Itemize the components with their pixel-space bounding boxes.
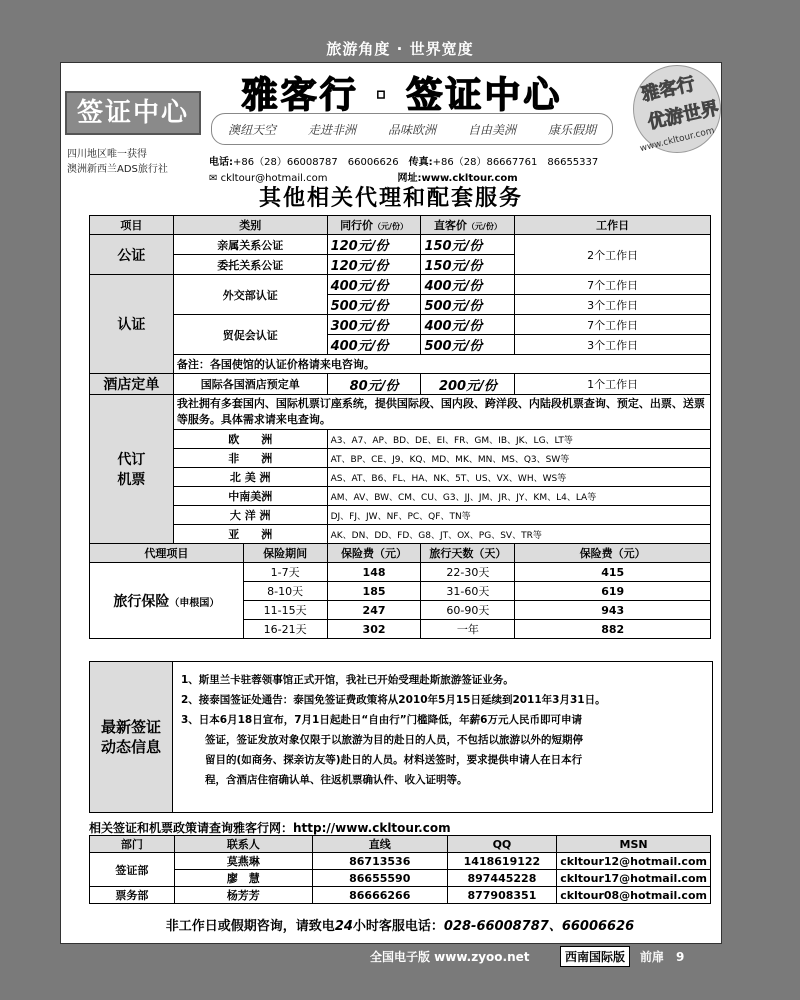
mail-icon: ✉ <box>209 173 218 184</box>
tagline: 旅游角度 · 世界宽度 <box>326 40 474 58</box>
msn-link[interactable]: ckltour17@hotmail.com <box>557 870 711 887</box>
table-row: 备注：各国使馆的认证价格请来电咨询。 <box>90 355 711 374</box>
table-row: 票务部 杨芳芳 86666266 877908351 ckltour08@hotmail.com <box>90 887 711 904</box>
table-row: 非 洲 AT、BP、CE、J9、KQ、MD、MK、MN、MS、Q3、SW等 <box>90 449 711 468</box>
table-row: 公证 亲属关系公证 120元/份 150元/份 2个工作日 <box>90 235 711 255</box>
news-item: 3、日本6月18日宣布，7月1日起赴日“自由行”门槛降低，年薪6万元人民币即可申请 <box>181 714 582 726</box>
sub-brand: 澳纽天空 <box>227 122 276 137</box>
header <box>61 63 721 213</box>
logo-subtitle: 四川地区唯一获得 澳洲新西兰ADS旅行社 <box>67 149 168 175</box>
news-item: 2、接泰国签证处通告：泰国免签证费政策将从2010年5月15日延续到2011年3月31日。 <box>181 694 606 706</box>
msn-link[interactable]: ckltour12@hotmail.com <box>557 853 711 870</box>
page-title: 其他相关代理和配套服务 <box>258 186 523 211</box>
table-row: 大 洋 洲 DJ、FJ、JW、NF、PC、QF、TN等 <box>90 506 711 525</box>
table-row: 北 美 洲 AS、AT、B6、FL、HA、NK、5T、US、VX、WH、WS等 <box>90 468 711 487</box>
section-label: 西南国际版 <box>560 946 630 967</box>
hotline-note: 非工作日或假期咨询，请致电24小时客服电话：028-66008787、66006626 <box>165 919 635 934</box>
email-link[interactable]: ckltour@hotmail.com <box>220 173 328 184</box>
news-body: 1、斯里兰卡驻蓉领事馆正式开馆，我社已开始受理赴斯旅游签证业务。 2、接泰国签证处通告：泰国免签证费政策将从2010年5月15日延续到2011年3月31日。 3、日本6月18日宣布，7月1日起赴日“自由行”门槛降低，年薪6万元人民币即可申请 签证，签证发放对象仅限于以旅游为目的赴日的人员，不包括以旅游以外的短期停 留目的(如商务、探亲访友等)赴日的人员。材料送签时，要求提供申请人在日本行 程，含酒店住宿确认单、往返机票确认件、收入证明等。 <box>173 662 712 812</box>
table-row: 16-21天 302 一年 882 <box>90 620 711 639</box>
contacts-table <box>89 835 711 904</box>
table-header: 项目 类别 同行价（元/份） 直客价（元/份） 工作日 <box>90 216 711 235</box>
table-row: 贸促会认证 300元/份 400元/份 7个工作日 <box>90 315 711 335</box>
sub-brand: 品味欧洲 <box>387 122 436 137</box>
table-row: 亚 洲 AK、DN、DD、FD、G8、JT、OX、PG、SV、TR等 <box>90 525 711 544</box>
table-row: 旅行保险（申根国） 1-7天 148 22-30天 415 <box>90 563 711 582</box>
sub-brand: 自由美洲 <box>467 122 516 137</box>
services-table <box>89 215 711 639</box>
table-row: 500元/份 500元/份 3个工作日 <box>90 295 711 315</box>
sub-brand-bar <box>211 113 613 145</box>
sub-brand: 走进非洲 <box>307 122 356 137</box>
table-row: 400元/份 500元/份 3个工作日 <box>90 335 711 355</box>
fax-number: +86（28）86667761 86655337 <box>432 157 599 168</box>
slogan-stamp: 雅客行 优游世界 www.ckltour.com <box>633 65 719 165</box>
policy-link[interactable]: 相关签证和机票政策请查询雅客行网：http://www.ckltour.com <box>89 821 451 835</box>
visa-center-logo: 签证中心 <box>65 91 201 135</box>
table-row: 认证 外交部认证 400元/份 400元/份 7个工作日 <box>90 275 711 295</box>
ad-page <box>60 62 722 944</box>
news-item: 1、斯里兰卡驻蓉领事馆正式开馆，我社已开始受理赴斯旅游签证业务。 <box>181 674 514 686</box>
table-row: 8-10天 185 31-60天 619 <box>90 582 711 601</box>
contact-info: 电话:+86（28）66008787 66006626 传真:+86（28）86667761 86655337 ✉ ckltour@hotmail.com 网址:www.ckltour.com <box>209 157 599 184</box>
table-row: 酒店定单 国际各国酒店预定单 80元/份 200元/份 1个工作日 <box>90 374 711 395</box>
website-link[interactable]: www.ckltour.com <box>421 173 518 184</box>
table-row: 廖 慧 86655590 897445228 ckltour17@hotmail.com <box>90 870 711 887</box>
table-row: 委托关系公证 120元/份 150元/份 <box>90 255 711 275</box>
edition-label: 全国电子版 www.zyoo.net <box>370 950 530 964</box>
table-row: 11-15天 247 60-90天 943 <box>90 601 711 620</box>
sub-brand: 康乐假期 <box>547 122 596 137</box>
hotline-number: 028-66008787、66006626 <box>443 919 635 934</box>
news-title: 最新签证 动态信息 <box>90 662 173 812</box>
page-number: 前扉 9 <box>640 950 685 964</box>
table-row: 中南美洲 AM、AV、BW、CM、CU、G3、JJ、JM、JR、JY、KM、L4、LA等 <box>90 487 711 506</box>
bottom-bar <box>0 944 800 974</box>
top-banner <box>0 0 800 60</box>
table-row: 代订 机票 我社拥有多套国内、国际机票订座系统，提供国际段、国内段、跨洋段、内陆段机票查询、预定、出票、送票等服务。具体需求请来电查询。 <box>90 395 711 430</box>
phone-number: +86（28）66008787 66006626 <box>233 157 399 168</box>
brand-title: 雅客行 · 签证中心 <box>241 75 563 116</box>
msn-link[interactable]: ckltour08@hotmail.com <box>557 887 711 904</box>
table-row: 欧 洲 A3、A7、AP、BD、DE、EI、FR、GM、IB、JK、LG、LT等 <box>90 430 711 449</box>
insurance-header: 代理项目 保险期间 保险费（元） 旅行天数（天） 保险费（元） <box>90 544 711 563</box>
table-header: 部门 联系人 直线 QQ MSN <box>90 836 711 853</box>
table-row: 签证部 莫燕琳 86713536 1418619122 ckltour12@hotmail.com <box>90 853 711 870</box>
visa-news <box>89 661 713 813</box>
